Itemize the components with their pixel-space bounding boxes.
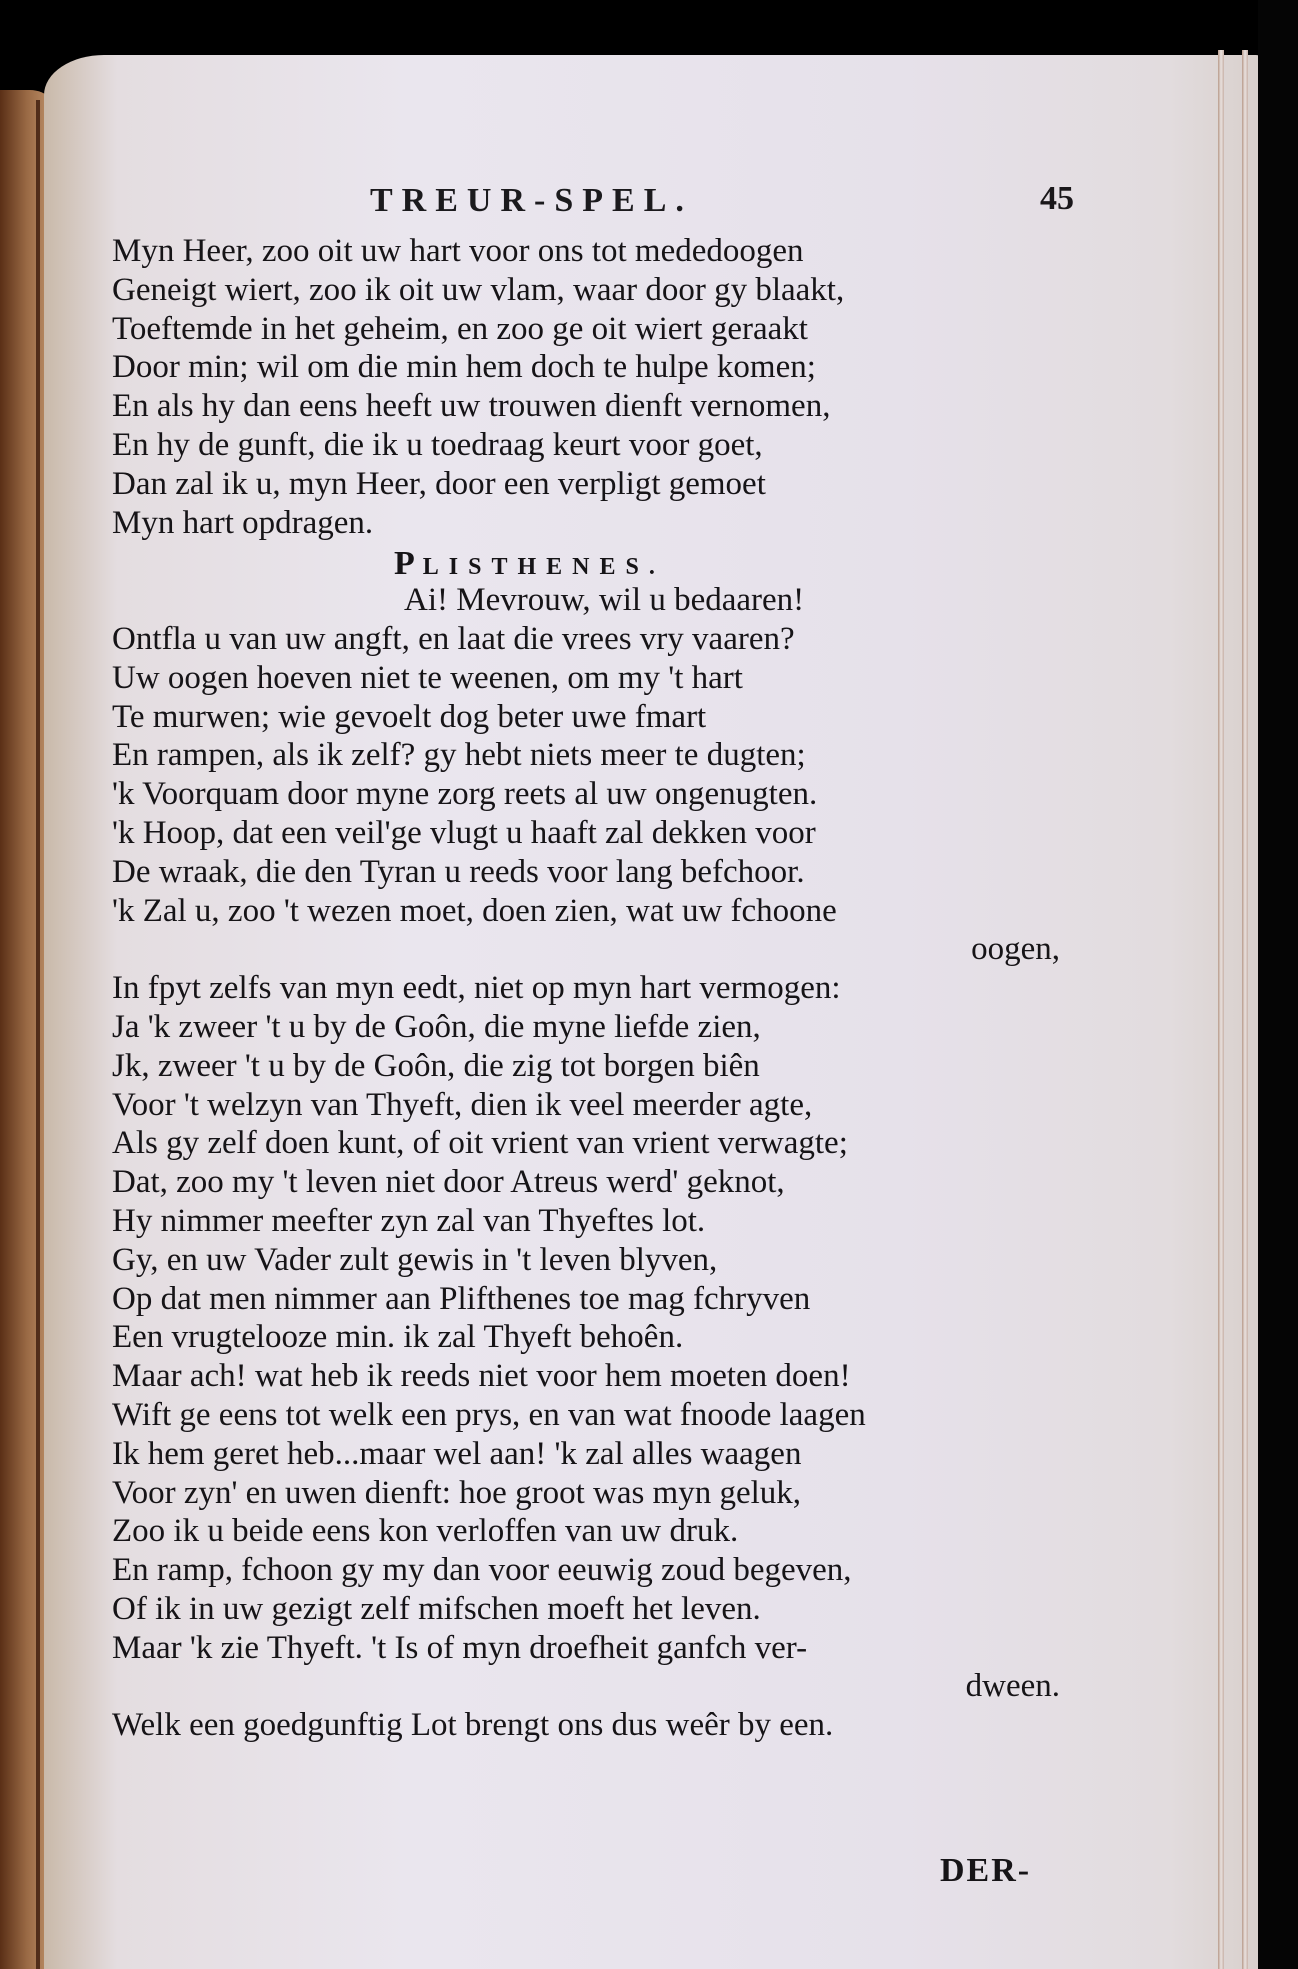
verse-text-block bbox=[112, 232, 1072, 1745]
verse-line: Op dat men nimmer aan Plifthenes toe mag fchryven bbox=[112, 1280, 811, 1317]
verse-line: En hy de gunft, die ik u toedraag keurt voor goet, bbox=[112, 426, 763, 463]
verse-line: Ai! Mevrouw, wil u bedaaren! bbox=[404, 582, 805, 619]
verse-line: Ontfla u van uw angft, en laat die vrees vry vaaren? bbox=[112, 620, 795, 657]
verse-line: En rampen, als ik zelf? gy hebt niets meer te dugten; bbox=[112, 737, 806, 774]
verse-line: Maar ach! wat heb ik reeds niet voor hem moeten doen! bbox=[112, 1358, 851, 1395]
verse-line: 'k Zal u, zoo 't wezen moet, doen zien, wat uw fchoone bbox=[112, 892, 837, 929]
verse-line: Voor 't welzyn van Thyeft, dien ik veel meerder agte, bbox=[112, 1086, 813, 1123]
verse-line: Ja 'k zweer 't u by de Goôn, die myne liefde zien, bbox=[112, 1008, 761, 1045]
verse-line: Hy nimmer meefter zyn zal van Thyeftes lot. bbox=[112, 1202, 706, 1239]
page-edge-fold bbox=[1242, 50, 1248, 1969]
speaker-name bbox=[112, 542, 1072, 581]
verse-line: Zoo ik u beide eens kon verloffen van uw druk. bbox=[112, 1513, 739, 1550]
verse-line-continuation: dween. bbox=[965, 1668, 1060, 1705]
verse-line: Dat, zoo my 't leven niet door Atreus werd' geknot, bbox=[112, 1164, 785, 1201]
verse-line: Een vrugtelooze min. ik zal Thyeft behoên. bbox=[112, 1319, 684, 1356]
verse-line: Uw oogen hoeven niet te weenen, om my 't hart bbox=[112, 659, 743, 696]
verse-line: In fpyt zelfs van myn eedt, niet op myn hart vermogen: bbox=[112, 970, 841, 1007]
verse-line: Myn Heer, zoo oit uw hart voor ons tot mededoogen bbox=[112, 233, 804, 269]
verse-line: 'k Voorquam door myne zorg reets al uw ongenugten. bbox=[112, 776, 818, 813]
verse-line: Jk, zweer 't u by de Goôn, die zig tot borgen biên bbox=[112, 1047, 760, 1084]
speaker-rest: LISTHENES. bbox=[422, 554, 665, 581]
verse-line: Te murwen; wie gevoelt dog beter uwe fmart bbox=[112, 698, 707, 735]
verse-line: Ik hem geret heb...maar wel aan! 'k zal alles waagen bbox=[112, 1435, 802, 1472]
verse-line-continuation: oogen, bbox=[971, 931, 1060, 968]
page-edge-fold bbox=[1218, 50, 1224, 1969]
verse-line: Door min; wil om die min hem doch te hulpe komen; bbox=[112, 349, 816, 386]
verse-line: De wraak, die den Tyran u reeds voor lang befchoor. bbox=[112, 853, 805, 890]
verse-line: Of ik in uw gezigt zelf mifschen moeft het leven. bbox=[112, 1590, 761, 1627]
verse-line: En als hy dan eens heeft uw trouwen dienft vernomen, bbox=[112, 388, 831, 425]
verse-line: Myn hart opdragen. bbox=[112, 504, 374, 541]
book-gutter bbox=[36, 100, 40, 1969]
running-head: TREUR-SPEL. bbox=[370, 182, 693, 219]
verse-line: Dan zal ik u, myn Heer, door een verpligt gemoet bbox=[112, 465, 766, 502]
verse-line: 'k Hoop, dat een veil'ge vlugt u haaft zal dekken voor bbox=[112, 814, 816, 851]
verse-line: Maar 'k zie Thyeft. 't Is of myn droefheit ganfch ver- bbox=[112, 1629, 808, 1666]
verse-line: Welk een goedgunftig Lot brengt ons dus weêr by een. bbox=[112, 1707, 834, 1744]
verse-line: Toeftemde in het geheim, en zoo ge oit wiert geraakt bbox=[112, 310, 808, 347]
verse-line: En ramp, fchoon gy my dan voor eeuwig zoud begeven, bbox=[112, 1552, 852, 1589]
page-number: 45 bbox=[1040, 180, 1074, 217]
verse-line: Wift ge eens tot welk een prys, en van wat fnoode laagen bbox=[112, 1396, 866, 1433]
verse-line: Gy, en uw Vader zult gewis in 't leven blyven, bbox=[112, 1241, 718, 1278]
verse-line: Geneigt wiert, zoo ik oit uw vlam, waar door gy blaakt, bbox=[112, 271, 845, 308]
catchword: DER- bbox=[940, 1852, 1032, 1889]
verse-line: Voor zyn' en uwen dienft: hoe groot was myn geluk, bbox=[112, 1474, 802, 1511]
verse-line: Als gy zelf doen kunt, of oit vrient van vrient verwagte; bbox=[112, 1125, 848, 1162]
background-edge bbox=[1258, 0, 1298, 1969]
speaker-initial: P bbox=[394, 545, 423, 583]
